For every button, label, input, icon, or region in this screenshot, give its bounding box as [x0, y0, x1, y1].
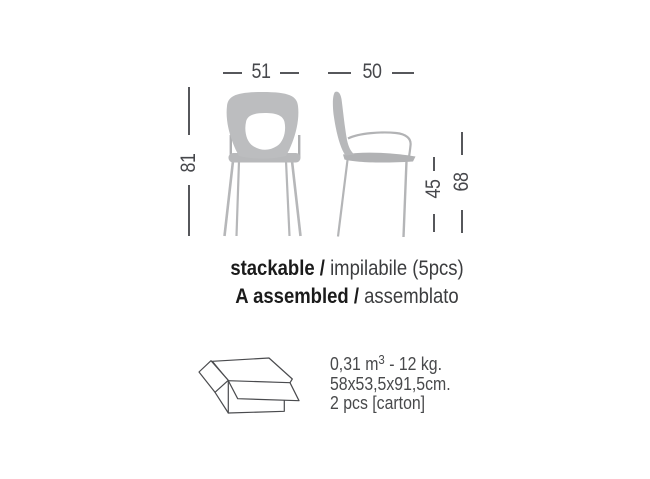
chair-front-view-illustration	[220, 86, 305, 238]
dim-dash	[392, 72, 414, 74]
note-stackable	[230, 256, 463, 281]
dim-line-segment	[433, 214, 435, 232]
dim-label-side-depth: 50	[362, 60, 382, 83]
dim-dash	[223, 72, 242, 74]
dim-label-total-height: 81	[177, 153, 200, 173]
note-stackable-bold: stackable /	[230, 256, 325, 280]
dim-label-seat-height: 45	[422, 179, 445, 199]
dim-line-segment	[461, 132, 463, 155]
packaging-info	[330, 352, 451, 414]
dim-dash	[280, 72, 299, 74]
chair-side-view-illustration	[327, 86, 419, 238]
dim-line-segment	[188, 87, 190, 135]
dim-line-segment	[433, 157, 435, 171]
dim-dash	[328, 72, 351, 74]
note-assembled	[235, 284, 458, 309]
packaging-volume-weight: 0,31 $m^3 - 12$ kg.	[330, 352, 443, 374]
note-assembled-bold: A assembled /	[235, 284, 359, 308]
dim-label-arm-height: 68	[450, 172, 473, 192]
note-stackable-regular: impilabile (5pcs)	[330, 256, 464, 280]
cubic-meter-exponent: 3	[378, 352, 385, 367]
note-assembled-regular: assemblato	[364, 284, 459, 308]
packaging-contents: 2 pcs [carton]	[330, 393, 426, 413]
dim-line-segment	[461, 210, 463, 233]
carton-box-icon	[197, 355, 303, 417]
packaging-dimensions: 58x53,5x91,5cm.	[330, 373, 451, 394]
dim-line-segment	[188, 185, 190, 236]
dim-label-front-width: 51	[251, 60, 271, 83]
